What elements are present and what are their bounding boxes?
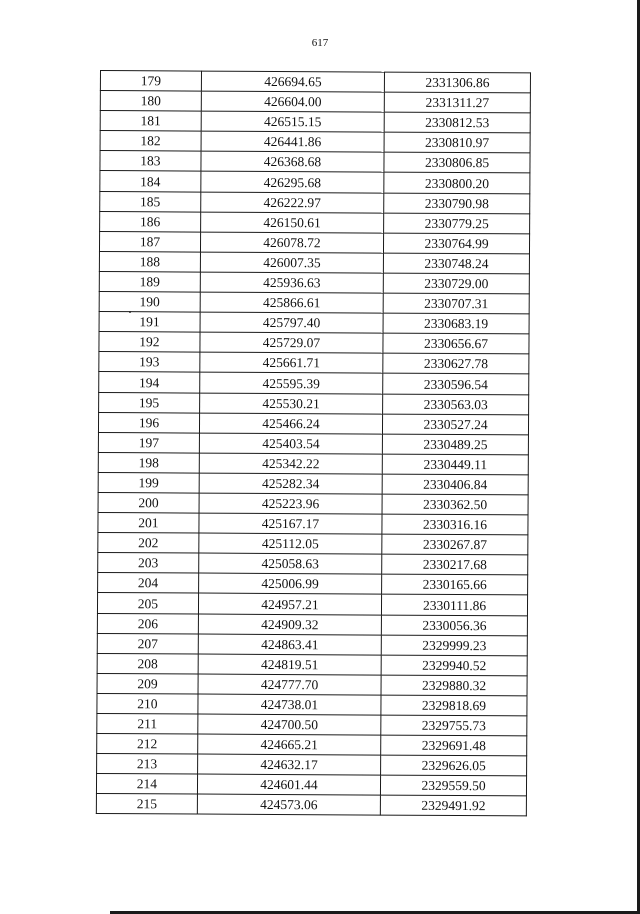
table-row: [99, 312, 529, 334]
y-coordinate-cell: 2330812.53: [384, 112, 530, 133]
y-coordinate-cell: 2330656.67: [383, 333, 529, 354]
y-coordinate-cell: 2330165.66: [382, 574, 528, 595]
coordinates-table-container: [96, 70, 531, 817]
point-number-cell: 182: [100, 131, 201, 152]
x-coordinate-cell: 424738.01: [198, 694, 381, 715]
x-coordinate-cell: 424777.70: [198, 674, 381, 695]
point-number-cell: 202: [98, 533, 199, 554]
point-number-cell: 205: [97, 593, 198, 614]
y-coordinate-cell: 2329691.48: [381, 735, 527, 756]
y-coordinate-cell: 2329880.32: [381, 675, 527, 696]
x-coordinate-cell: 425866.61: [200, 292, 383, 313]
point-number-cell: 193: [99, 352, 200, 373]
table-row: [100, 191, 530, 213]
x-coordinate-cell: 425797.40: [200, 312, 383, 333]
x-coordinate-cell: 425112.05: [199, 533, 382, 554]
table-row: [99, 352, 529, 374]
coordinates-table-body: [96, 71, 530, 817]
point-number-cell: 203: [98, 553, 199, 574]
table-row: [96, 794, 526, 816]
coordinates-table: [96, 70, 531, 817]
y-coordinate-cell: 2330683.19: [383, 313, 529, 334]
point-number-cell: 200: [98, 492, 199, 513]
point-number-cell: 190: [99, 292, 200, 313]
page-number: 617: [311, 37, 329, 49]
point-number-cell: 210: [97, 693, 198, 714]
x-coordinate-cell: 425530.21: [199, 393, 382, 414]
point-number-cell: 184: [100, 171, 201, 192]
y-coordinate-cell: 2330764.99: [384, 233, 530, 254]
table-row: [97, 734, 527, 756]
table-row: [97, 633, 527, 655]
y-coordinate-cell: 2329559.50: [381, 775, 527, 796]
table-row: [97, 613, 527, 635]
table-row: [98, 553, 528, 575]
table-row: [98, 432, 528, 454]
point-number-cell: 189: [99, 271, 200, 292]
y-coordinate-cell: 2330596.54: [383, 373, 529, 394]
x-coordinate-cell: 424665.21: [198, 734, 381, 755]
y-coordinate-cell: 2330406.84: [382, 474, 528, 495]
x-coordinate-cell: 425595.39: [200, 372, 383, 393]
point-number-cell: 186: [100, 211, 201, 232]
y-coordinate-cell: 2331311.27: [384, 92, 530, 113]
x-coordinate-cell: 424957.21: [198, 593, 381, 614]
y-coordinate-cell: 2329626.05: [381, 755, 527, 776]
x-coordinate-cell: 424909.32: [198, 614, 381, 635]
y-coordinate-cell: 2330111.86: [382, 595, 528, 616]
x-coordinate-cell: 426515.15: [201, 111, 384, 132]
table-row: [100, 111, 530, 133]
y-coordinate-cell: 2330527.24: [383, 414, 529, 435]
table-row: [99, 392, 529, 414]
x-coordinate-cell: 425006.99: [198, 573, 381, 594]
table-row: [98, 573, 528, 595]
y-coordinate-cell: 2330748.24: [383, 253, 529, 274]
y-coordinate-cell: 2330806.85: [384, 152, 530, 173]
table-row: [99, 271, 529, 293]
point-number-cell: 215: [96, 794, 197, 815]
x-coordinate-cell: 425729.07: [200, 332, 383, 353]
x-coordinate-cell: 424601.44: [197, 774, 380, 795]
y-coordinate-cell: 2331306.86: [384, 72, 530, 93]
y-coordinate-cell: 2330707.31: [383, 293, 529, 314]
y-coordinate-cell: 2330729.00: [383, 273, 529, 294]
x-coordinate-cell: 426694.65: [201, 71, 384, 92]
point-number-cell: 180: [100, 91, 201, 112]
table-row: [100, 131, 530, 153]
x-coordinate-cell: 426222.97: [201, 192, 384, 213]
table-row: [99, 292, 529, 314]
table-row: [97, 693, 527, 715]
point-number-cell: 197: [98, 432, 199, 453]
y-coordinate-cell: 2330779.25: [384, 213, 530, 234]
point-number-cell: 195: [99, 392, 200, 413]
table-row: [100, 71, 530, 93]
point-number-cell: 207: [97, 633, 198, 654]
point-number-cell: 209: [97, 673, 198, 694]
y-coordinate-cell: 2329940.52: [381, 655, 527, 676]
x-coordinate-cell: 424863.41: [198, 634, 381, 655]
point-number-cell: 199: [98, 472, 199, 493]
point-number-cell: 211: [97, 713, 198, 734]
point-number-cell: 206: [97, 613, 198, 634]
table-row: [98, 472, 528, 494]
y-coordinate-cell: 2330316.16: [382, 514, 528, 535]
table-row: [97, 713, 527, 735]
table-row: [98, 533, 528, 555]
x-coordinate-cell: 424632.17: [197, 754, 380, 775]
table-row: [100, 211, 530, 233]
x-coordinate-cell: 425167.17: [199, 513, 382, 534]
x-coordinate-cell: 424573.06: [197, 794, 380, 815]
x-coordinate-cell: 425223.96: [199, 493, 382, 514]
x-coordinate-cell: 425936.63: [200, 272, 383, 293]
point-number-cell: 188: [99, 251, 200, 272]
table-row: [98, 452, 528, 474]
table-row: [98, 412, 528, 434]
x-coordinate-cell: 426078.72: [200, 232, 383, 253]
point-number-cell: 194: [99, 372, 200, 393]
point-number-cell: 192: [99, 332, 200, 353]
y-coordinate-cell: 2330810.97: [384, 132, 530, 153]
table-row: [100, 171, 530, 193]
y-coordinate-cell: 2330627.78: [383, 353, 529, 374]
y-coordinate-cell: 2330267.87: [382, 534, 528, 555]
y-coordinate-cell: 2329999.23: [381, 635, 527, 656]
table-row: [100, 151, 530, 173]
table-row: [99, 231, 529, 253]
x-coordinate-cell: 425342.22: [199, 453, 382, 474]
table-row: [97, 653, 527, 675]
x-coordinate-cell: 425403.54: [199, 433, 382, 454]
x-coordinate-cell: 426441.86: [201, 131, 384, 152]
x-coordinate-cell: 425661.71: [200, 352, 383, 373]
y-coordinate-cell: 2330800.20: [384, 173, 530, 194]
point-number-cell: 201: [98, 513, 199, 534]
y-coordinate-cell: 2330563.03: [383, 394, 529, 415]
x-coordinate-cell: 426150.61: [200, 212, 383, 233]
y-coordinate-cell: 2329755.73: [381, 715, 527, 736]
y-coordinate-cell: 2330056.36: [381, 615, 527, 636]
x-coordinate-cell: 425466.24: [199, 413, 382, 434]
x-coordinate-cell: 424700.50: [198, 714, 381, 735]
y-coordinate-cell: 2329818.69: [381, 695, 527, 716]
x-coordinate-cell: 426007.35: [200, 252, 383, 273]
point-number-cell: 187: [99, 231, 200, 252]
x-coordinate-cell: 426368.68: [201, 151, 384, 172]
table-row: [97, 593, 527, 615]
table-row: [100, 91, 530, 113]
point-number-cell: 183: [100, 151, 201, 172]
table-row: [96, 774, 526, 796]
x-coordinate-cell: 425058.63: [199, 553, 382, 574]
x-coordinate-cell: 424819.51: [198, 654, 381, 675]
point-number-cell: 181: [100, 111, 201, 132]
y-coordinate-cell: 2330790.98: [384, 193, 530, 214]
x-coordinate-cell: 426295.68: [201, 172, 384, 193]
y-coordinate-cell: 2329491.92: [380, 795, 526, 816]
point-number-cell: 208: [97, 653, 198, 674]
table-row: [99, 332, 529, 354]
table-row: [97, 754, 527, 776]
y-coordinate-cell: 2330217.68: [382, 554, 528, 575]
table-row: [99, 372, 529, 394]
x-coordinate-cell: 425282.34: [199, 473, 382, 494]
point-number-cell: 214: [96, 774, 197, 795]
point-number-cell: 196: [98, 412, 199, 433]
point-number-cell: 185: [100, 191, 201, 212]
point-number-cell: 204: [98, 573, 199, 594]
table-row: [97, 673, 527, 695]
x-coordinate-cell: 426604.00: [201, 91, 384, 112]
y-coordinate-cell: 2330489.25: [382, 434, 528, 455]
y-coordinate-cell: 2330362.50: [382, 494, 528, 515]
point-number-cell: 191: [99, 312, 200, 333]
table-row: [98, 492, 528, 514]
table-row: [99, 251, 529, 273]
point-number-cell: 213: [97, 754, 198, 775]
point-number-cell: 179: [100, 71, 201, 92]
point-number-cell: 212: [97, 734, 198, 755]
table-row: [98, 513, 528, 535]
y-coordinate-cell: 2330449.11: [382, 454, 528, 475]
point-number-cell: 198: [98, 452, 199, 473]
